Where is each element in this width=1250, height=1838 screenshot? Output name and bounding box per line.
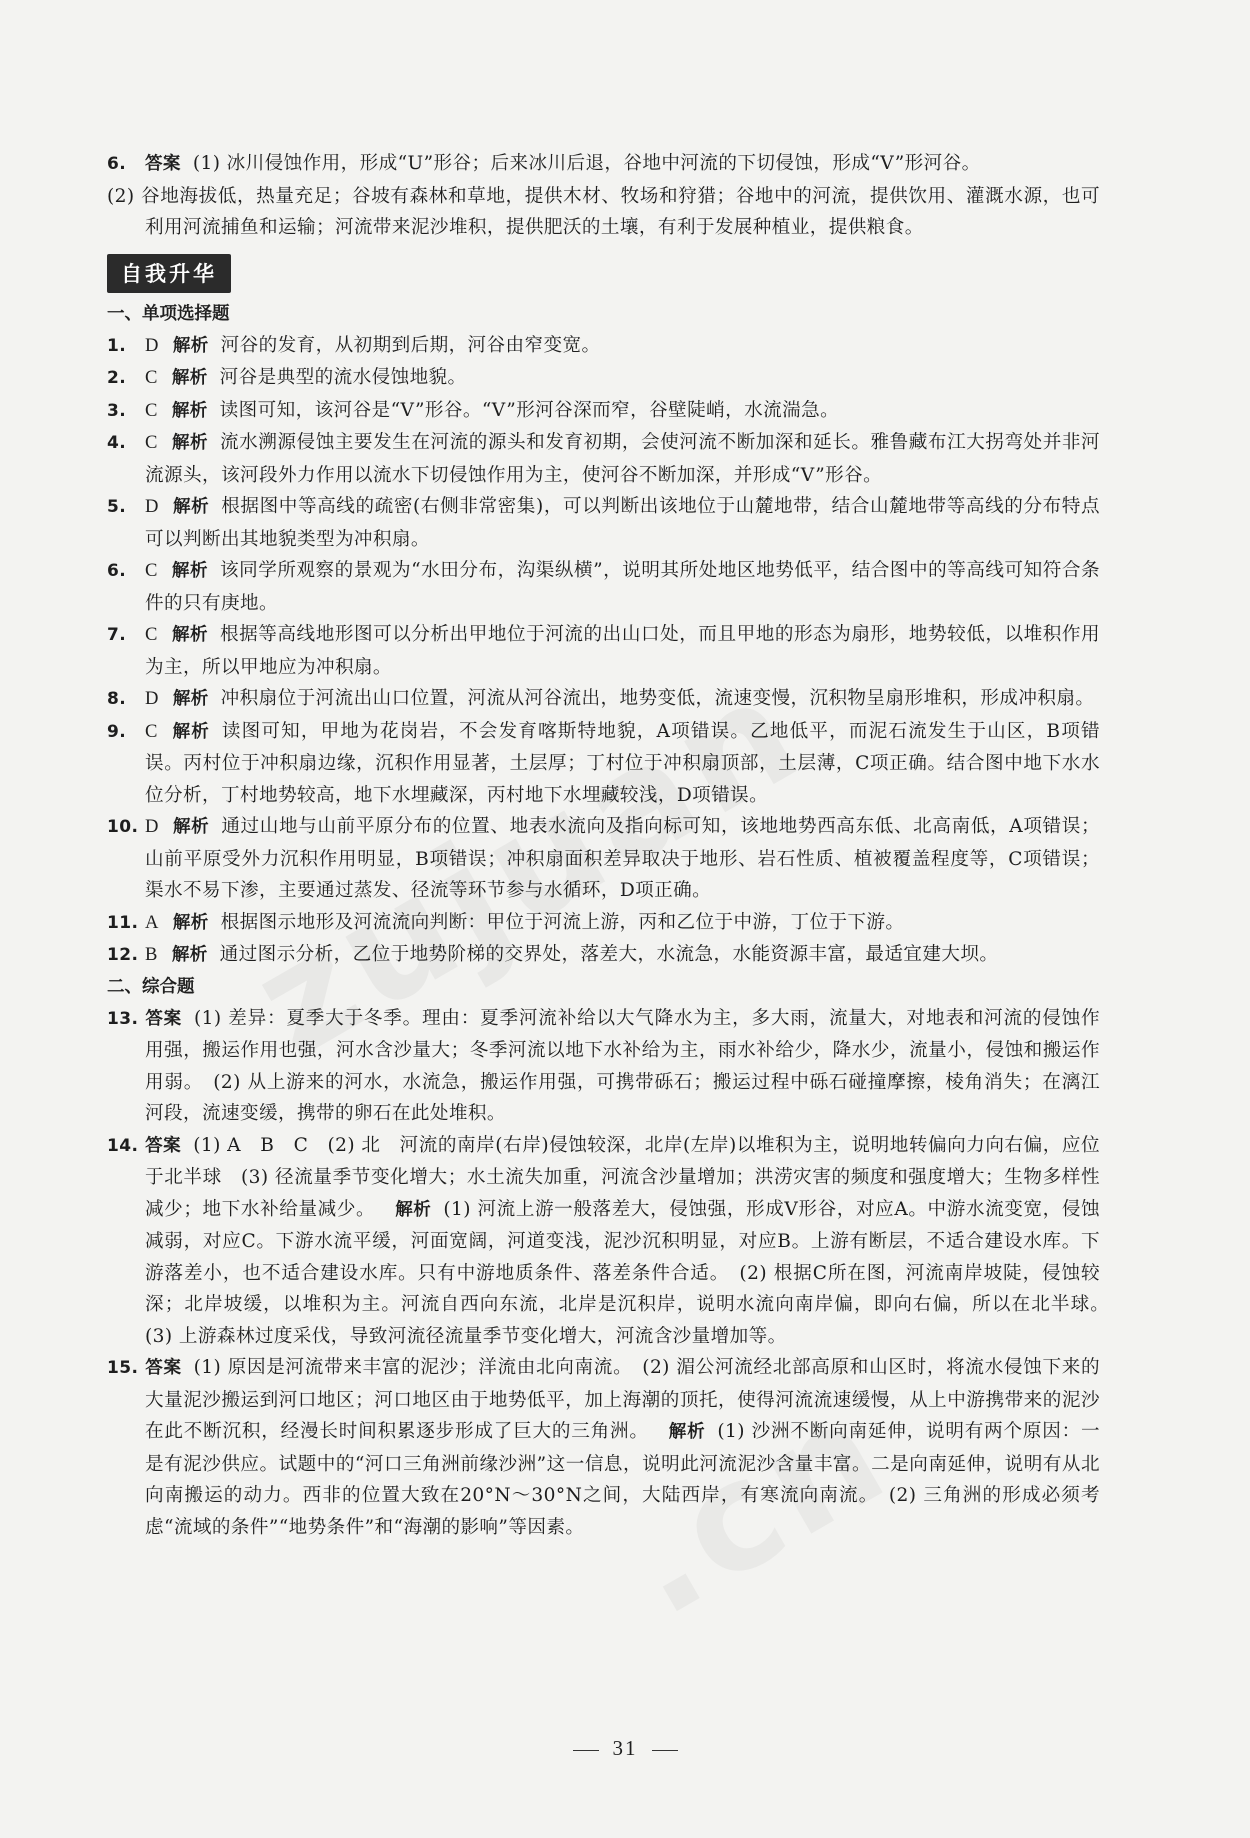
answer-option: C (145, 720, 158, 742)
question-number: 7. (107, 625, 127, 645)
choice-item (107, 811, 1100, 907)
question-number: 4. (107, 433, 127, 453)
answer-text: (1) 差异：夏季大于冬季。理由：夏季河流补给以大气降水为主，多大雨，流量大，对地表和河流的侵蚀作用强，搬运作用也强，河水含沙量大；冬季河流以地下水补给为主，雨水补给少，降水少，流量小，侵蚀和搬运作用弱。 (2) 从上游来的河水，水流急，搬运作用强，可携带砾石；搬运过程中砾石碰撞摩擦，棱角消失；在漓江河段，流速变缓，携带的卵石在此处堆积。 (145, 1007, 1100, 1124)
question-number: 10. (107, 817, 139, 837)
comprehensive-item (107, 1003, 1100, 1130)
analysis-label: 解析 (668, 1422, 706, 1442)
analysis-label: 解析 (171, 721, 210, 742)
analysis-label: 解析 (172, 912, 209, 933)
analysis-label: 解析 (171, 625, 209, 645)
analysis-text: 河谷的发育，从初期到后期，河谷由窄变宽。 (220, 334, 601, 356)
analysis-text: 通过山地与山前平原分布的位置、地表水流向及指向标可知，该地地势西高东低、北高南低，A项错误；山前平原受外力沉积作用明显，B项错误；冲积扇面积差异取决于地形、岩石性质、植被覆盖程度等，C项错误；渠水不易下渗，主要通过蒸发、径流等环节参与水循环，D项正确。 (145, 816, 1100, 901)
analysis-text: 冲积扇位于河流出山口位置，河流从河谷流出，地势变低，流速变慢，沉积物呈扇形堆积，形成冲积扇。 (220, 688, 1095, 709)
analysis-label: 解析 (171, 945, 208, 965)
analysis-text: 读图可知，甲地为花岗岩，不会发育喀斯特地貌，A项错误。乙地低平，而泥石流发生于山区，B项错误。丙村位于冲积扇边缘，沉积作用显著，土层厚；丁村位于冲积扇顶部，土层薄，C项正确。结合图中地下水水位分析，丁村地势较高，地下水埋藏深，丙村地下水埋藏较浅，D项错误。 (145, 720, 1100, 806)
answer-option: C (145, 560, 158, 581)
analysis-text: (1) 沙洲不断向南延伸，说明有两个原因：一是有泥沙供应。试题中的“河口三角洲前缘沙洲”这一信息，说明此河流泥沙含量丰富。二是向南延伸，说明有从北向南搬运的动力。西非的位置大致在20°N～30°N之间，大陆西岸，有寒流向南流。 (2) 三角洲的形成必须考虑“流域的条件”“地势条件”和“海潮的影响”等因素。 (145, 1421, 1100, 1538)
analysis-label: 解析 (171, 561, 208, 581)
answer-text: (1) A B C (2) 北 河流的南岸(右岸)侵蚀较深，北岸(左岸)以堆积为主，说明地转偏向力向右偏，应位于北半球 (3) 径流量季节变化增大；水土流失加重，河流含沙量增加；洪涝灾害的频度和强度增大；生物多样性减少；地下水补给量减少。 (145, 1134, 1100, 1220)
choice-item (107, 362, 1100, 395)
choice-item (107, 491, 1100, 555)
question-number: 8. (107, 689, 127, 709)
answer-option: C (145, 367, 158, 388)
analysis-label: 解析 (171, 433, 209, 453)
answer-option: A (145, 911, 159, 933)
analysis-text: 根据等高线地形图可以分析出甲地位于河流的出山口处，而且甲地的形态为扇形，地势较低，以堆积作用为主，所以甲地应为冲积扇。 (145, 624, 1100, 678)
choice-item (107, 716, 1100, 812)
comprehensive-list (107, 1003, 1119, 1544)
comprehensive-item (107, 1130, 1119, 1353)
analysis-text: 根据图中等高线的疏密(右侧非常密集)，可以判断出该地位于山麓地带，结合山麓地带等高线的分布特点可以判断出其地貌类型为冲积扇。 (145, 496, 1100, 550)
answer-text: (2) 谷地海拔低，热量充足；谷坡有森林和草地，提供木材、牧场和狩猎；谷地中的河流，提供饮用、灌溉水源，也可利用河流捕鱼和运输；河流带来泥沙堆积，提供肥沃的土壤，有利于发展种植业，提供粮食。 (107, 185, 1100, 238)
analysis-label: 解析 (171, 400, 208, 421)
analysis-text: (1) 河流上游一般落差大，侵蚀强，形成V形谷，对应A。中游水流变宽，侵蚀减弱，对应C。下游水流平缓，河面宽阔，河道变浅，泥沙沉积明显，对应B。上游有断层，不适合建设水库。下游落差小，也不适合建设水库。只有中游地质条件、落差条件合适。 (2) 根据C所在图，河流南岸坡陡，侵蚀较深；北岸坡缓，以堆积为主。河流自西向东流，北岸是沉积岸，说明水流向南岸偏，即向右偏，所以在北半球。 (3) 上游森林过度采伐，导致河流径流量季节变化增大，河流含沙量增加等。 (145, 1198, 1119, 1347)
multiple-choice-list (107, 330, 1100, 972)
question-6-answer (107, 148, 1100, 181)
answer-option: D (145, 816, 159, 837)
page-number: 31 (612, 1736, 638, 1760)
question-number: 14. (107, 1135, 139, 1156)
answer-option: C (145, 432, 158, 453)
analysis-text: 河谷是典型的流水侵蚀地貌。 (219, 367, 467, 388)
analysis-text: 根据图示地形及河流流向判断：甲位于河流上游，丙和乙位于中游，丁位于下游。 (220, 911, 905, 933)
choice-item (107, 555, 1100, 619)
choice-item (107, 939, 1100, 972)
question-6-answer-part2 (107, 181, 1100, 244)
question-number: 1. (107, 335, 127, 356)
question-number: 9. (107, 721, 127, 742)
question-number: 6. (107, 154, 127, 174)
comprehensive-item (107, 1352, 1100, 1543)
page-footer (0, 1736, 1250, 1761)
analysis-text: 流水溯源侵蚀主要发生在河流的源头和发育初期，会使河流不断加深和延长。雅鲁藏布江大拐弯处并非河流源头，该河段外力作用以流水下切侵蚀作用为主，使河谷不断加深，并形成“V”形谷。 (145, 432, 1100, 486)
answer-label: 答案 (145, 1008, 182, 1029)
analysis-label: 解析 (172, 497, 210, 517)
choice-item (107, 395, 1100, 428)
footer-dash-right (652, 1750, 678, 1751)
section-heading-single-choice: 一、单项选择题 (107, 303, 230, 324)
answer-option: C (145, 399, 158, 421)
answer-label: 答案 (145, 1135, 182, 1156)
choice-item (107, 330, 1100, 363)
choice-item (107, 907, 1100, 940)
choice-item (107, 619, 1100, 683)
analysis-text: 读图可知，该河谷是“V”形谷。“V”形河谷深而窄，谷壁陡峭，水流湍急。 (219, 399, 840, 421)
question-number: 2. (107, 368, 127, 388)
analysis-label: 解析 (395, 1199, 432, 1220)
analysis-label: 解析 (172, 817, 210, 837)
analysis-text: 该同学所观察的景观为“水田分布，沟渠纵横”，说明其所处地区地势低平，结合图中的等高线可知符合条件的只有庚地。 (145, 560, 1100, 614)
answer-text: (1) 原因是河流带来丰富的泥沙；洋流由北向南流。 (2) 湄公河流经北部高原和山区时，将流水侵蚀下来的大量泥沙搬运到河口地区；河口地区由于地势低平，加上海潮的顶托，使得河流流速缓慢，从上中游携带来的泥沙在此不断沉积，经漫长时间积累逐步形成了巨大的三角洲。 (145, 1357, 1100, 1442)
question-number: 6. (107, 561, 127, 581)
analysis-label: 解析 (171, 368, 208, 388)
footer-dash-left (573, 1750, 599, 1751)
analysis-label: 解析 (172, 689, 209, 709)
answer-text: (1) 冰川侵蚀作用，形成“U”形谷；后来冰川后退，谷地中河流的下切侵蚀，形成“V”形河谷。 (192, 153, 981, 174)
section-banner: 自我升华 (107, 254, 231, 293)
question-number: 12. (107, 945, 139, 965)
answer-label: 答案 (145, 154, 181, 174)
question-number: 13. (107, 1008, 139, 1029)
answer-option: D (145, 496, 159, 517)
section-heading-comprehensive: 二、综合题 (107, 976, 195, 997)
choice-item (107, 683, 1100, 716)
answer-option: D (145, 688, 159, 709)
choice-item (107, 427, 1100, 491)
answer-option: B (145, 944, 158, 965)
answer-option: D (145, 334, 159, 356)
answer-label: 答案 (145, 1358, 182, 1378)
analysis-label: 解析 (172, 335, 209, 356)
question-number: 15. (107, 1358, 139, 1378)
question-number: 11. (107, 912, 139, 933)
question-number: 3. (107, 400, 127, 421)
question-number: 5. (107, 497, 127, 517)
analysis-text: 通过图示分析，乙位于地势阶梯的交界处，落差大，水流急，水能资源丰富，最适宜建大坝。 (219, 944, 999, 965)
answer-option: C (145, 624, 158, 645)
